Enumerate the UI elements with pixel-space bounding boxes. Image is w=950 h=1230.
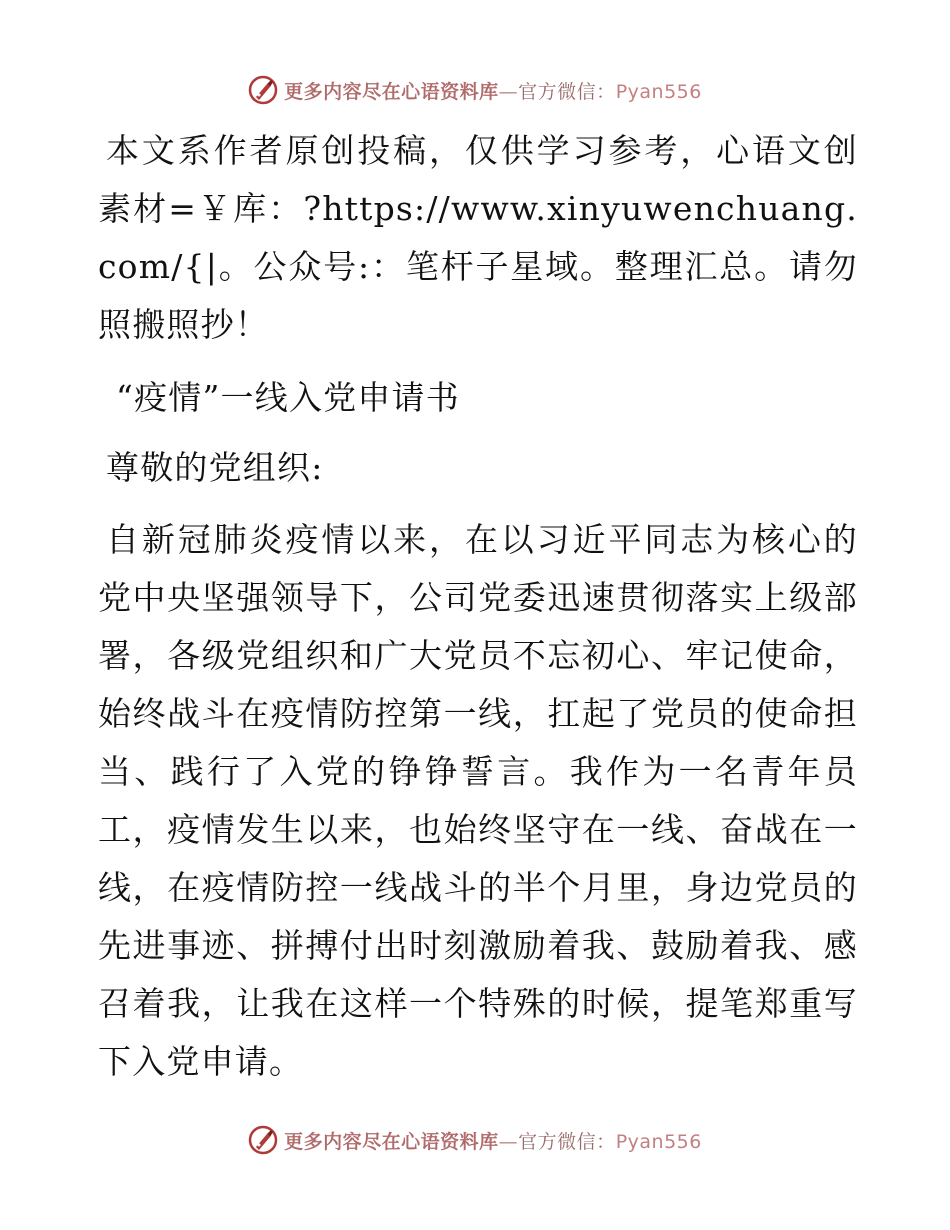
disclaimer-paragraph: 本文系作者原创投稿，仅供学习参考，心语文创素材=￥库：?https://www.xinyuwenchuang.com/{|。公众号:：笔杆子星域。整理汇总。请勿照搬照抄！: [98, 131, 858, 344]
watermark-wechat-label: 官方微信：: [518, 80, 616, 103]
watermark-text: [284, 1127, 702, 1154]
document-body: [98, 122, 858, 1106]
watermark-separator: —: [498, 1130, 519, 1153]
salutation: 尊敬的党组织:: [106, 448, 324, 487]
watermark-main-text: 更多内容尽在心语资料库: [284, 80, 499, 103]
watermark-separator: —: [498, 80, 519, 103]
watermark-text: [284, 77, 702, 104]
body-paragraph: 自新冠肺炎疫情以来，在以习近平同志为核心的党中央坚强领导下，公司党委迅速贯彻落实上级部署，各级党组织和广大党员不忘初心、牢记使命，始终战斗在疫情防控第一线，扛起了党员的使命担当、践行了入党的铮铮誓言。我作为一名青年员工，疫情发生以来，也始终坚守在一线、奋战在一线，在疫情防控一线战斗的半个月里，身边党员的先进事迹、拼搏付出时刻激励着我、鼓励着我、感召着我，让我在这样一个特殊的时候，提笔郑重写下入党申请。: [98, 520, 858, 1081]
watermark-wechat-handle: Pyan556: [615, 80, 702, 103]
footer-watermark-banner: [0, 1120, 950, 1160]
header-watermark-banner: [0, 70, 950, 110]
document-title: “疫情”一线入党申请书: [116, 378, 460, 417]
pen-nib-logo-icon: [248, 1125, 278, 1155]
watermark-main-text: 更多内容尽在心语资料库: [284, 1130, 499, 1153]
watermark-wechat-label: 官方微信：: [518, 1130, 616, 1153]
pen-nib-logo-icon: [248, 75, 278, 105]
watermark-wechat-handle: Pyan556: [615, 1130, 702, 1153]
